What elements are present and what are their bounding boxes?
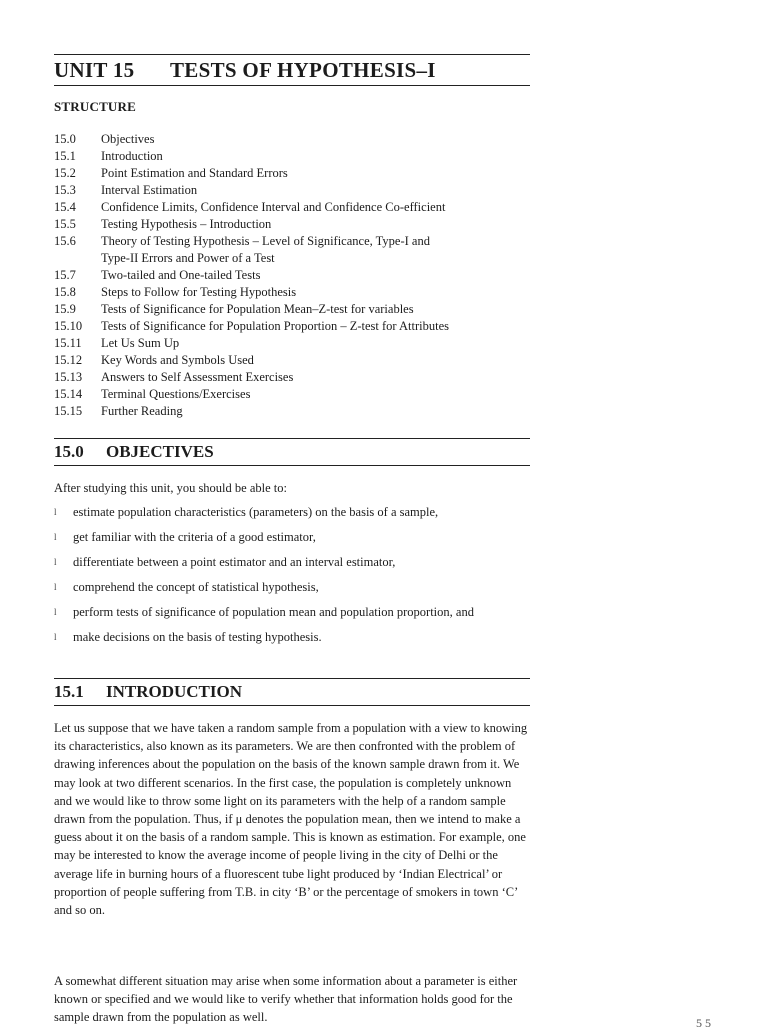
bullet-marker: l xyxy=(54,632,57,642)
toc-item-title-continued: Type-II Errors and Power of a Test xyxy=(101,251,275,265)
toc-item-number: 15.4 xyxy=(54,200,76,214)
toc-item-number: 15.10 xyxy=(54,319,83,333)
section-number: 15.0 xyxy=(54,442,84,461)
toc-item-title-line: Confidence Limits, Confidence Interval and Confidence Co-efficient xyxy=(101,200,446,214)
toc-item-number: 15.5 xyxy=(54,217,76,231)
unit-title-text: TESTS OF HYPOTHESIS–I xyxy=(170,58,436,82)
toc-item xyxy=(54,267,530,284)
toc-item xyxy=(54,165,530,182)
toc-item xyxy=(54,233,530,267)
toc-item-title-line: Objectives xyxy=(101,132,155,146)
toc-item xyxy=(54,369,530,386)
objective-text: get familiar with the criteria of a good estimator, xyxy=(73,530,316,544)
introduction-paragraph-2: A somewhat different situation may arise when some information about a parameter is either known or specified and we would like to verify whether that information holds good for the sample drawn from the population as well. xyxy=(54,974,518,1025)
toc-item-title-line: Answers to Self Assessment Exercises xyxy=(101,370,294,384)
toc-item-number: 15.1 xyxy=(54,149,76,163)
objective-item xyxy=(54,554,530,571)
toc-item-title xyxy=(101,182,530,199)
unit-number: UNIT 15 xyxy=(54,58,135,82)
toc-item-number: 15.8 xyxy=(54,285,76,299)
toc-item xyxy=(54,199,530,216)
toc-item-title-line: Tests of Significance for Population Mean–Z-test for variables xyxy=(101,302,414,316)
objective-text: differentiate between a point estimator and an interval estimator, xyxy=(73,555,396,569)
objectives-heading xyxy=(54,438,530,466)
section-title: OBJECTIVES xyxy=(106,442,214,461)
bullet-marker: l xyxy=(54,532,57,542)
bullet-marker: l xyxy=(54,582,57,592)
bullet-marker: l xyxy=(54,607,57,617)
toc-item xyxy=(54,284,530,301)
toc-item-title-line: Tests of Significance for Population Proportion – Z-test for Attributes xyxy=(101,319,450,333)
toc-item-number: 15.15 xyxy=(54,404,83,418)
objective-item xyxy=(54,504,530,521)
toc-item-number: 15.12 xyxy=(54,353,83,367)
toc-item-title-line: Terminal Questions/Exercises xyxy=(101,387,251,401)
objective-text: perform tests of significance of population mean and population proportion, and xyxy=(73,605,474,619)
objective-item xyxy=(54,529,530,546)
toc-item-title xyxy=(101,284,530,301)
toc-item-title-line: Interval Estimation xyxy=(101,183,198,197)
objective-item xyxy=(54,579,530,596)
toc-item xyxy=(54,403,530,420)
toc-item-number: 15.2 xyxy=(54,166,76,180)
objective-item xyxy=(54,604,530,621)
table-of-contents xyxy=(54,131,530,420)
toc-item xyxy=(54,335,530,352)
toc-item-title xyxy=(101,369,530,386)
toc-item-title-line: Point Estimation and Standard Errors xyxy=(101,166,288,180)
toc-item-title xyxy=(101,165,530,182)
toc-item-title xyxy=(101,335,530,352)
unit-title xyxy=(54,54,530,86)
toc-item xyxy=(54,318,530,335)
toc-item-title-line: Key Words and Symbols Used xyxy=(101,353,254,367)
toc-item-title-line: Testing Hypothesis – Introduction xyxy=(101,217,272,231)
toc-item-title xyxy=(101,148,530,165)
introduction-paragraph-1: Let us suppose that we have taken a random sample from a population with a view to knowing its characteristics, also known as its parameters. We are then confronted with the problem of drawing inferences about the population on the basis of the known sample drawn from it. We may look at two different scenarios. In the first case, the population is completely unknown and we would like to throw some light on its parameters with the help of a random sample drawn from the population. Thus, if μ denotes the population mean, then we intend to make a guess about it on the basis of a random sample. This is known as estimation. For example, one may be interested to know the average income of people living in the city of Delhi or the average life in burning hours of a fluorescent tube light produced by ‘Indian Electrical’ or proportion of people suffering from T.B. in city ‘B’ or the percentage of smokers in town ‘C’ and so on. xyxy=(54,721,528,918)
section-title: INTRODUCTION xyxy=(106,682,243,701)
toc-item xyxy=(54,386,530,403)
objective-item xyxy=(54,629,530,646)
page-number: 5 5 xyxy=(696,1016,711,1030)
toc-item-title-line: Further Reading xyxy=(101,404,183,418)
introduction-heading xyxy=(54,678,530,706)
toc-item-number: 15.3 xyxy=(54,183,76,197)
toc-item xyxy=(54,148,530,165)
toc-item-number: 15.7 xyxy=(54,268,76,282)
structure-heading: STRUCTURE xyxy=(54,99,136,114)
toc-item-number: 15.13 xyxy=(54,370,83,384)
objective-text: comprehend the concept of statistical hypothesis, xyxy=(73,580,319,594)
objectives-list xyxy=(54,504,530,646)
toc-item-title xyxy=(101,352,530,369)
toc-item xyxy=(54,301,530,318)
section-number: 15.1 xyxy=(54,682,84,701)
objective-text: make decisions on the basis of testing hypothesis. xyxy=(73,630,322,644)
toc-item-title-line: Two-tailed and One-tailed Tests xyxy=(101,268,261,282)
bullet-marker: l xyxy=(54,557,57,567)
toc-item xyxy=(54,131,530,148)
bullet-marker: l xyxy=(54,507,57,517)
toc-item-number: 15.11 xyxy=(54,336,82,350)
toc-item-number: 15.14 xyxy=(54,387,83,401)
toc-item-number: 15.9 xyxy=(54,302,76,316)
toc-item-number: 15.0 xyxy=(54,132,76,146)
toc-item-title xyxy=(101,267,530,284)
toc-item xyxy=(54,216,530,233)
toc-item-number: 15.6 xyxy=(54,234,76,248)
toc-item-title xyxy=(101,131,530,148)
objective-text: estimate population characteristics (parameters) on the basis of a sample, xyxy=(73,505,439,519)
toc-item-title xyxy=(101,301,530,318)
objectives-intro: After studying this unit, you should be able to: xyxy=(54,481,287,495)
toc-item xyxy=(54,352,530,369)
toc-item-title xyxy=(101,386,530,403)
toc-item-title xyxy=(101,216,530,233)
toc-item-title xyxy=(101,403,530,420)
toc-item-title-line: Theory of Testing Hypothesis – Level of Significance, Type-I and xyxy=(101,234,430,248)
toc-item-title xyxy=(101,233,530,267)
toc-item-title-line: Steps to Follow for Testing Hypothesis xyxy=(101,285,297,299)
toc-item-title xyxy=(101,318,530,335)
toc-item-title-line: Introduction xyxy=(101,149,163,163)
toc-item-title xyxy=(101,199,530,216)
toc-item xyxy=(54,182,530,199)
toc-item-title-line: Let Us Sum Up xyxy=(101,336,180,350)
